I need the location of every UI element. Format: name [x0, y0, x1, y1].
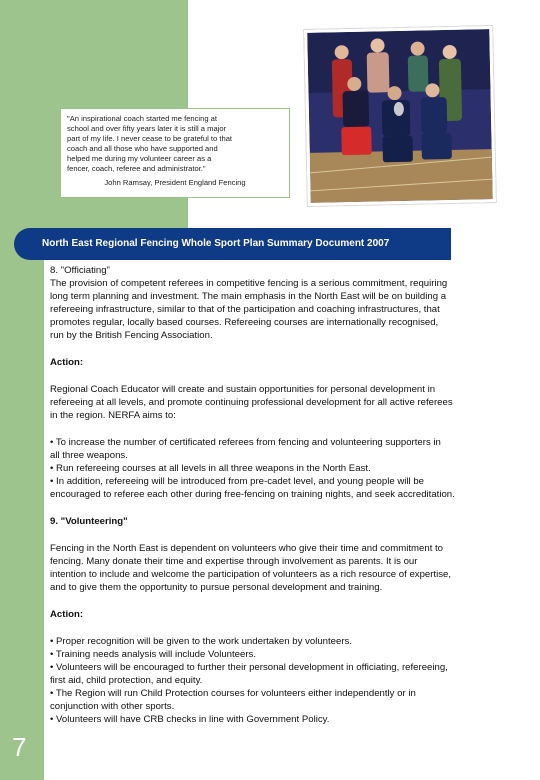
quote-box	[60, 108, 290, 198]
page-number: 7	[12, 732, 27, 762]
paragraph-line: promotes regular, locally based courses. Refereeing courses are internationally recognised,	[50, 317, 439, 328]
bullet-line: • Run refereeing courses at all levels in all three weapons in the North East.	[50, 463, 371, 474]
quote-text	[67, 114, 283, 174]
team-photo	[304, 26, 496, 206]
quote-line: part of my life. I never cease to be grateful to that	[67, 134, 233, 143]
bullet-line: • The Region will run Child Protection courses for volunteers either independently or in	[50, 688, 416, 699]
quote-line: fencer, coach, referee and administrator."	[67, 164, 206, 173]
paragraph-line: long term planning and investment. The main emphasis in the North East will be on building a	[50, 291, 447, 302]
action-label: Action:	[50, 609, 84, 620]
document-title-banner	[14, 228, 451, 260]
section-heading-volunteering: 9. "Volunteering"	[50, 516, 128, 527]
bullet-line: conjunction with other sports.	[50, 701, 175, 712]
quote-attribution: John Ramsay, President England Fencing	[104, 178, 246, 187]
paragraph-line: intention to include and welcome the participation of volunteers as a rich resource of expertise,	[50, 569, 452, 580]
quote-line: "An inspirational coach started me fencing at	[67, 114, 218, 123]
paragraph-line: and to give them the opportunity to pursue personal development and training.	[50, 582, 383, 593]
bullet-line: first aid, child protection, and equity.	[50, 675, 203, 686]
bullet-line: • To increase the number of certificated referees from fencing and volunteering supporters in	[50, 437, 441, 448]
quote-line: school and over fifty years later it is still a major	[67, 124, 227, 133]
paragraph-line: refereeing infrastructure, similar to that of the participation and coaching infrastructures, that	[50, 304, 440, 315]
document-title: North East Regional Fencing Whole Sport Plan Summary Document 2007	[42, 238, 390, 249]
paragraph-line: in the region. NERFA aims to:	[50, 410, 176, 421]
bullet-line: all three weapons.	[50, 450, 128, 461]
paragraph-line: refereeing at all levels, and promote continuing professional development for all active referees	[50, 397, 453, 408]
bullet-line: • Proper recognition will be given to the work undertaken by volunteers.	[50, 636, 352, 647]
bullet-line: • Training needs analysis will include Volunteers.	[50, 649, 257, 660]
quote-line: coach and all those who have supported and	[67, 144, 218, 153]
bullet-line: • In addition, refereeing will be introduced from pre-cadet level, and young people will be	[50, 476, 425, 487]
paragraph-line: run by the British Fencing Association.	[50, 330, 213, 341]
paragraph-line: fencing. Many donate their time and expertise through involvement as parents. It is our	[50, 556, 418, 567]
action-label: Action:	[50, 357, 84, 368]
bullet-line: encouraged to referee each other during free-fencing on training nights, and seek accreditation.	[50, 489, 455, 500]
team-photo-image	[307, 29, 493, 203]
paragraph-line: Fencing in the North East is dependent on volunteers who give their time and commitment to	[50, 543, 444, 554]
paragraph-line: Regional Coach Educator will create and sustain opportunities for personal development in	[50, 384, 436, 395]
bullet-line: • Volunteers will have CRB checks in line with Government Policy.	[50, 714, 330, 725]
section-heading-officiating: 8. "Officiating"	[50, 265, 110, 276]
quote-line: helped me during my volunteer career as a	[67, 154, 212, 163]
bullet-line: • Volunteers will be encouraged to further their personal development in officiating, refereeing,	[50, 662, 448, 673]
main-content	[50, 264, 520, 726]
paragraph-line: The provision of competent referees in competitive fencing is a serious commitment, requiring	[50, 278, 448, 289]
